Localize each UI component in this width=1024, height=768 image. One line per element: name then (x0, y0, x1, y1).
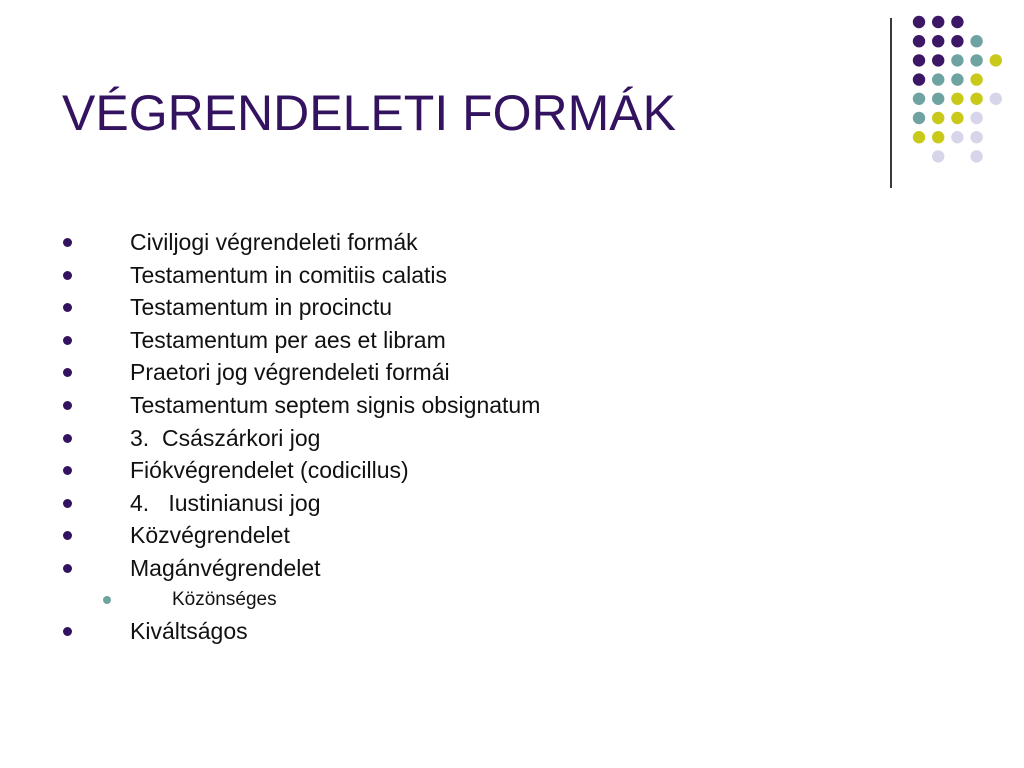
list-item-text: Testamentum in comitiis calatis (130, 261, 447, 288)
list-item-text: 3. Császárkori jog (130, 424, 321, 451)
decor-dot (951, 131, 963, 143)
list-item-text: Testamentum per aes et libram (130, 326, 446, 353)
bullet-dot-icon (63, 368, 72, 377)
list-item-text: Praetori jog végrendeleti formái (130, 359, 450, 386)
decor-dot (951, 16, 963, 28)
decor-dot (951, 54, 963, 66)
decor-dot (913, 16, 925, 28)
decor-dot (932, 93, 944, 105)
bullet-dot-icon (63, 434, 72, 443)
bullet-dot-icon (63, 564, 72, 573)
decor-dot (913, 73, 925, 85)
decor-dot (970, 73, 982, 85)
list-item-text: Civiljogi végrendeleti formák (130, 229, 418, 255)
decor-dot (932, 35, 944, 47)
decor-dot (913, 54, 925, 66)
list-item-text: Közvégrendelet (130, 522, 290, 549)
list-item-text: Közönséges (172, 588, 277, 610)
list-item-text: 4. Iustinianusi jog (130, 489, 321, 516)
bullet-dot-icon (63, 238, 72, 247)
decor-dot (951, 35, 963, 47)
bullet-dot-icon (63, 401, 72, 410)
decor-dot (951, 73, 963, 85)
bullet-dot-icon (63, 271, 72, 280)
decor-dot (970, 54, 982, 66)
title-divider-line (890, 18, 892, 188)
list-item-text: Testamentum in procinctu (130, 294, 393, 321)
bullet-dot-icon (63, 531, 72, 540)
decor-dot (970, 150, 982, 162)
bullet-dot-icon (63, 466, 72, 475)
list-item-text: Testamentum septem signis obsignatum (130, 391, 541, 418)
bullet-dot-icon (63, 499, 72, 508)
decor-dot (951, 112, 963, 124)
decor-dot (932, 150, 944, 162)
decor-dot (932, 73, 944, 85)
decor-dot (970, 131, 982, 143)
bullet-dot-icon (63, 336, 72, 345)
bullet-dot-icon (63, 303, 72, 312)
bullet-dot-icon (63, 627, 72, 636)
decor-dot (913, 93, 925, 105)
list-item-text: Fiókvégrendelet (codicillus) (130, 457, 409, 484)
decor-dot (951, 93, 963, 105)
decor-dot (932, 131, 944, 143)
decor-dot (970, 93, 982, 105)
decor-dot (970, 35, 982, 47)
bullet-dot-icon (103, 596, 111, 604)
decor-dot (932, 16, 944, 28)
decor-dot (970, 112, 982, 124)
decor-dot (990, 54, 1002, 66)
slide-title: VÉGRENDELETI FORMÁK (62, 85, 676, 141)
decor-dot (990, 93, 1002, 105)
decor-dot (913, 35, 925, 47)
list-item-text: Magánvégrendelet (130, 554, 321, 581)
decor-dot (913, 131, 925, 143)
decor-dot (913, 112, 925, 124)
decor-dot (932, 112, 944, 124)
decor-dot (932, 54, 944, 66)
list-item-text: Kiváltságos (130, 617, 248, 644)
